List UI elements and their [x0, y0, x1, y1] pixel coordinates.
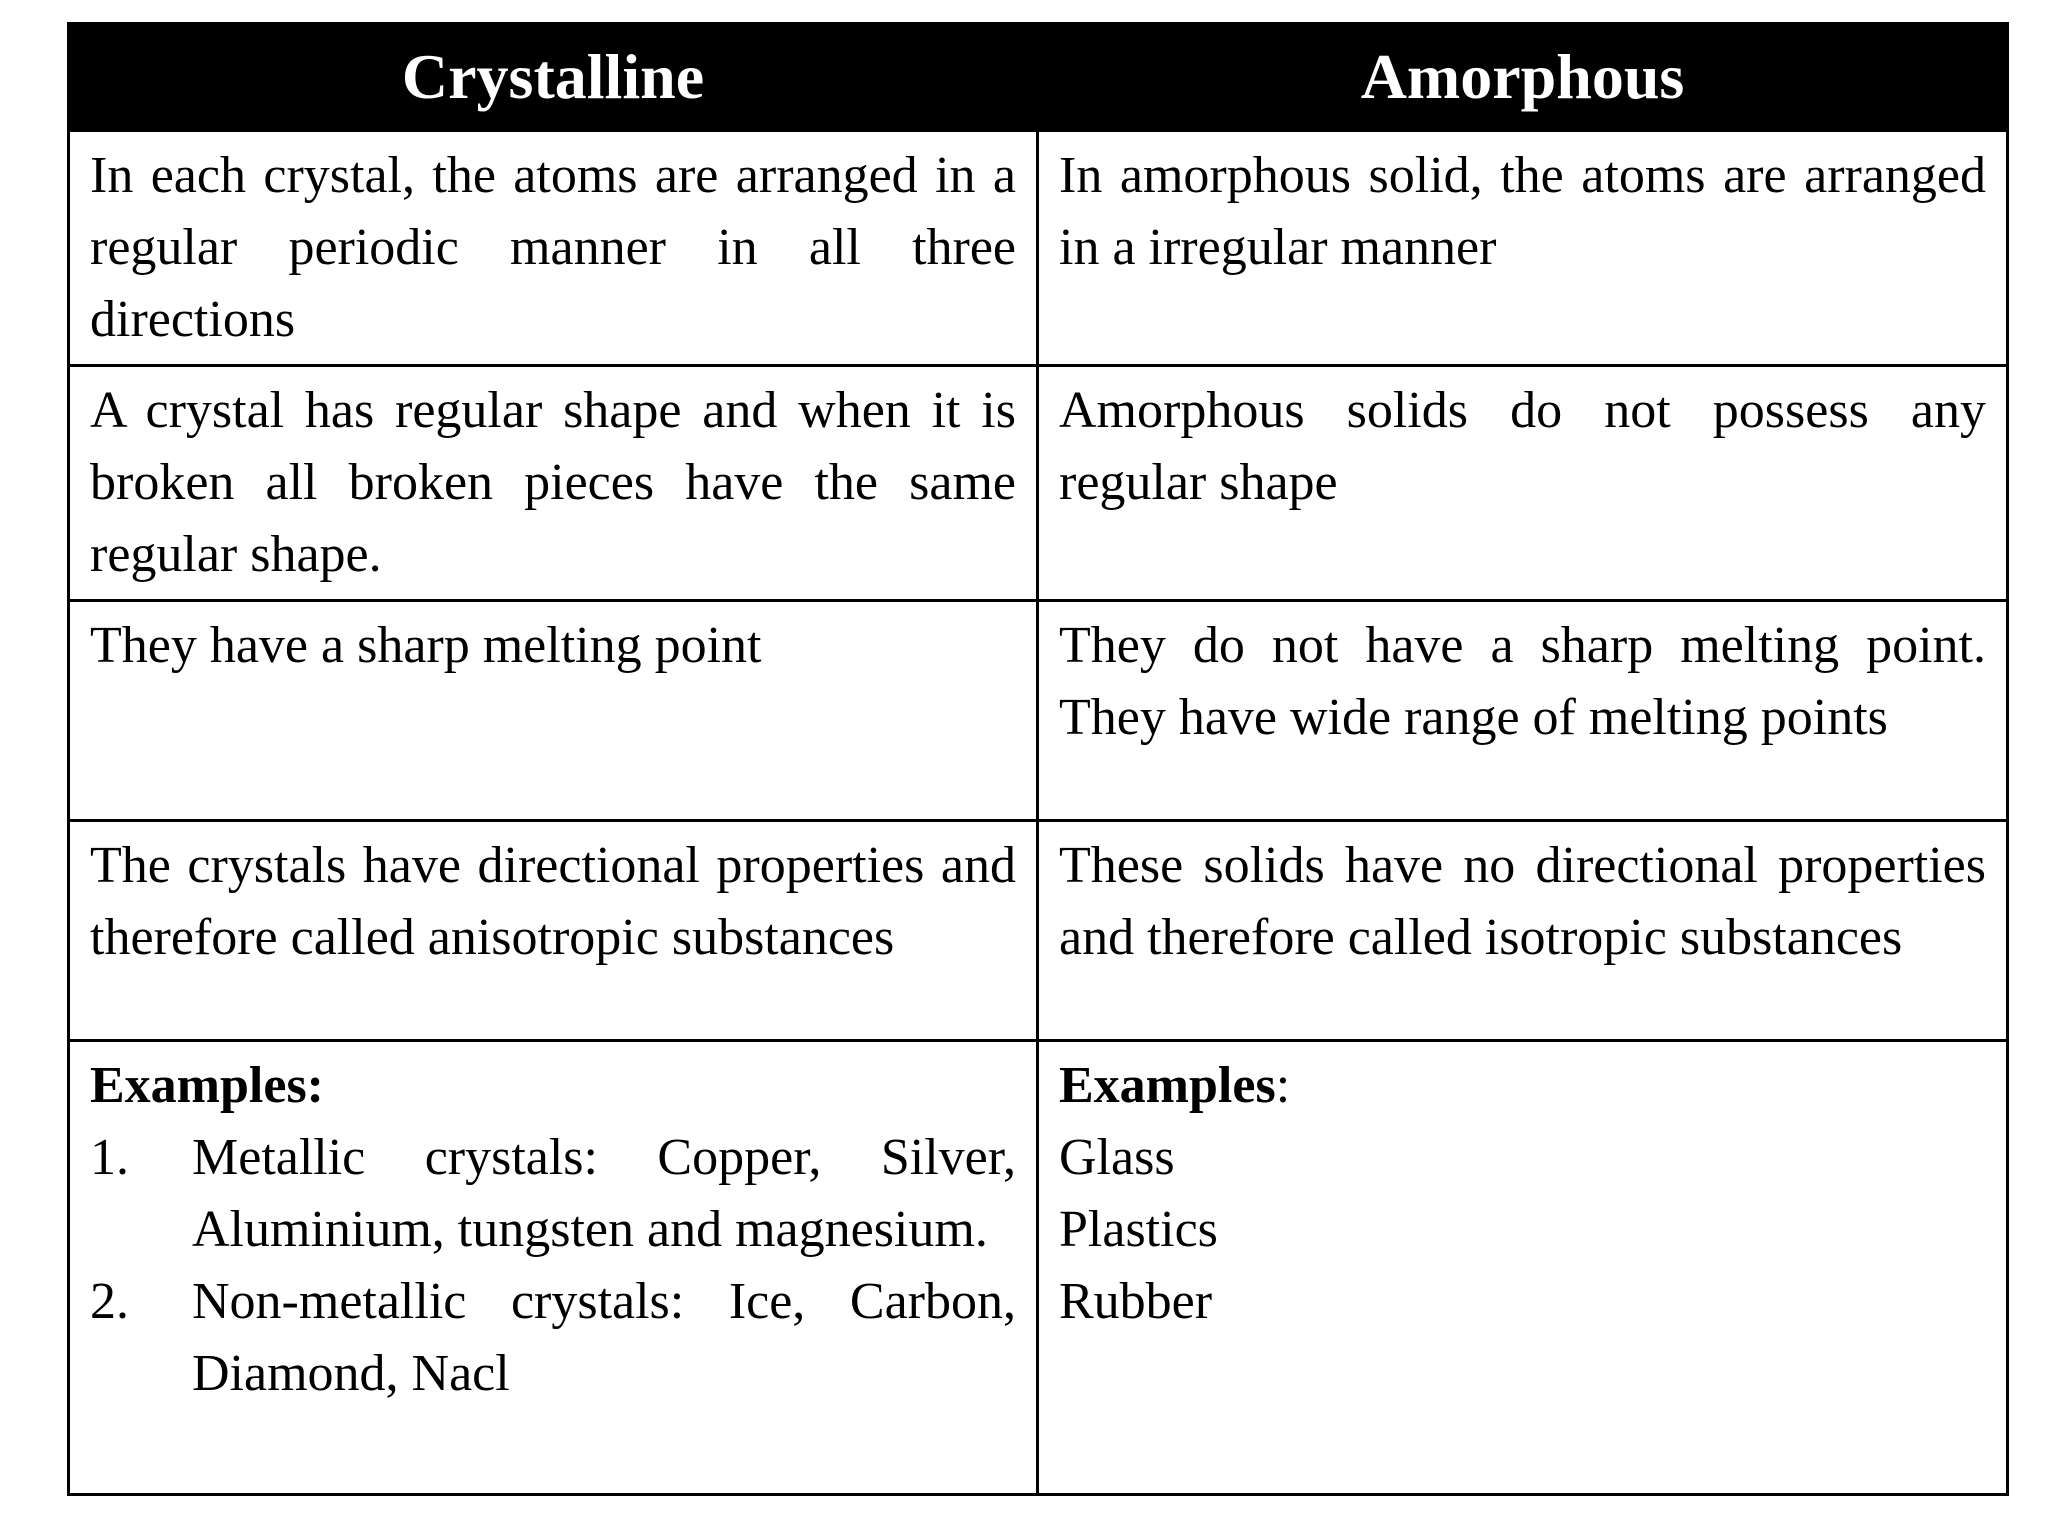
table-row [69, 821, 2008, 1041]
cell-amorphous-examples [1038, 1041, 2008, 1495]
list-item: Glass [1059, 1129, 1175, 1186]
examples-title: Examples [1059, 1057, 1276, 1114]
list-item-number: 1. [90, 1129, 129, 1186]
cell-amorphous-arrangement: In amorphous solid, the atoms are arranged in a irregular manner [1038, 131, 2008, 366]
list-item-number: 2. [90, 1273, 129, 1330]
cell-crystalline-arrangement: In each crystal, the atoms are arranged in a regular periodic manner in all three directions [69, 131, 1038, 366]
list-item-text: Non-metallic crystals: Ice, Carbon, Diamond, Nacl [192, 1273, 1016, 1402]
table-row [69, 601, 2008, 821]
list-item: Rubber [1059, 1273, 1213, 1330]
cell-crystalline-melting: They have a sharp melting point [69, 601, 1038, 821]
cell-amorphous-directional: These solids have no directional properties and therefore called isotropic substances [1038, 821, 2008, 1041]
header-crystalline: Crystalline [69, 24, 1038, 131]
amorphous-examples-list [1059, 1122, 1986, 1338]
cell-crystalline-shape: A crystal has regular shape and when it is broken all broken pieces have the same regular shape. [69, 366, 1038, 601]
list-item: Plastics [1059, 1201, 1218, 1258]
header-row [69, 24, 2008, 131]
list-item [90, 1266, 1016, 1410]
list-item [90, 1122, 1016, 1266]
examples-title-line [1059, 1050, 1986, 1122]
cell-amorphous-melting: They do not have a sharp melting point. They have wide range of melting points [1038, 601, 2008, 821]
cell-crystalline-directional: The crystals have directional properties and therefore called anisotropic substances [69, 821, 1038, 1041]
cell-amorphous-shape: Amorphous solids do not possess any regular shape [1038, 366, 2008, 601]
crystalline-examples-list [90, 1122, 1016, 1410]
table-row [69, 366, 2008, 601]
examples-colon: : [1275, 1057, 1291, 1114]
table-row [69, 131, 2008, 366]
list-item-text: Metallic crystals: Copper, Silver, Aluminium, tungsten and magnesium. [192, 1129, 1016, 1258]
examples-row [69, 1041, 2008, 1495]
header-amorphous: Amorphous [1038, 24, 2008, 131]
comparison-table [67, 22, 2009, 1496]
cell-crystalline-examples [69, 1041, 1038, 1495]
examples-title: Examples: [90, 1057, 324, 1114]
